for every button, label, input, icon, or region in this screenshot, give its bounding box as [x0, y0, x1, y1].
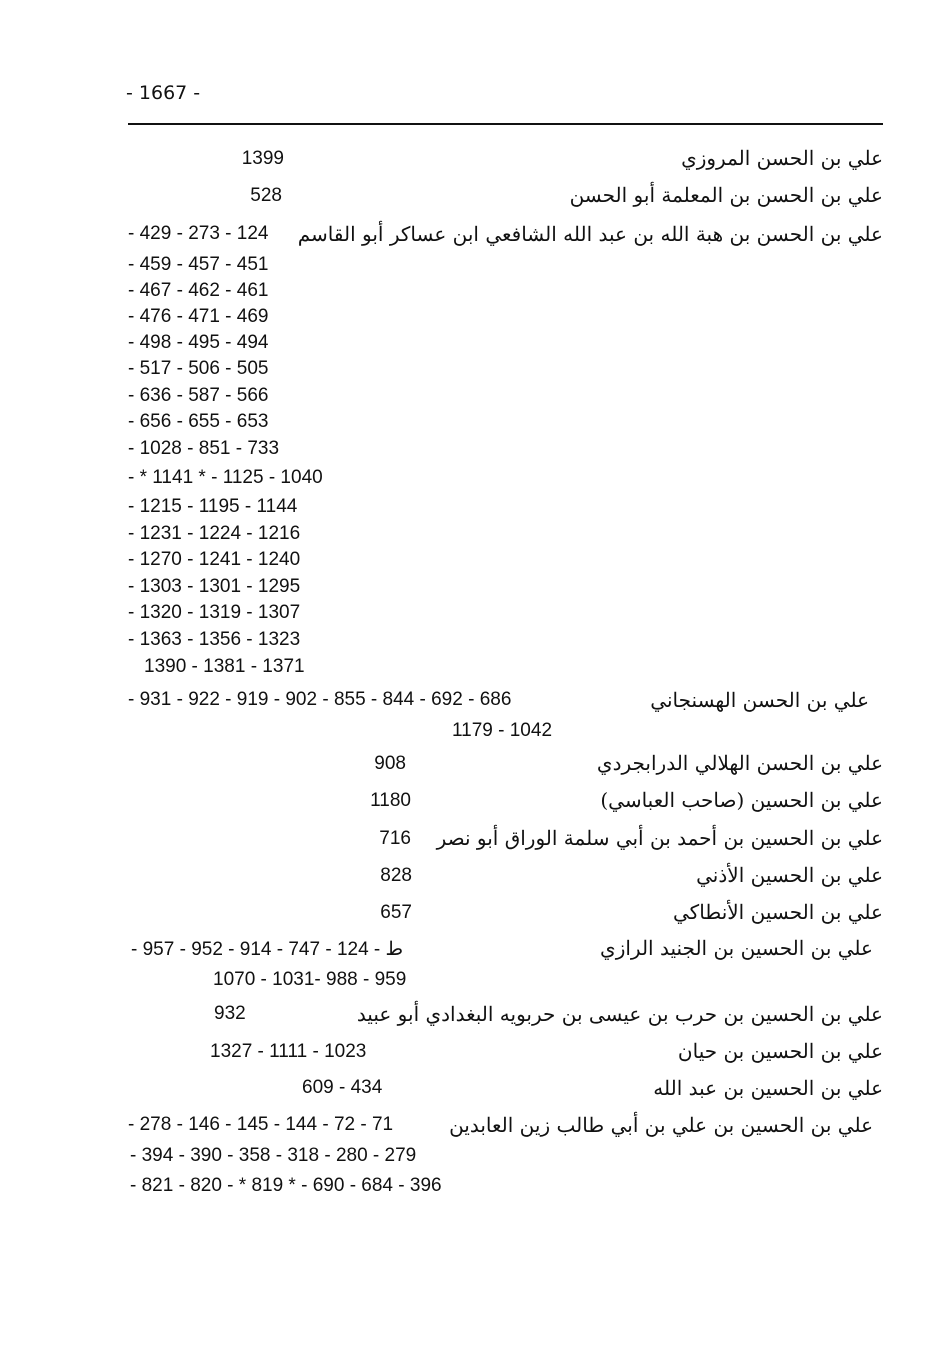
entry-name: علي بن الحسين بن الجنيد الرازي [600, 936, 873, 960]
entry-pages: 1390 - 1381 - 1371 [144, 656, 305, 677]
entry-pages: 609 - 434 [302, 1077, 383, 1098]
entry-pages: - 636 - 587 - 566 [128, 385, 269, 406]
header-rule [128, 123, 883, 125]
entry-pages: - 931 - 922 - 919 - 902 - 855 - 844 - 692 - 686 [128, 689, 512, 710]
entry-pages: - 656 - 655 - 653 [128, 411, 269, 432]
entry-name: علي بن الحسين بن حيان [677, 1039, 883, 1063]
entry-pages: 908 [374, 753, 406, 774]
entry-pages: 1327 - 1111 - 1023 [210, 1041, 367, 1062]
entry-pages: - 957 - 952 - 914 - 747 - 124 - ط [131, 939, 404, 960]
entry-pages: - 476 - 471 - 469 [128, 306, 269, 327]
entry-pages: 528 [250, 185, 282, 206]
entry-pages: 932 [214, 1003, 246, 1024]
entry-pages: - 278 - 146 - 145 - 144 - 72 - 71 [128, 1114, 394, 1135]
entry-pages: - 1028 - 851 - 733 [128, 438, 280, 459]
entry-name: علي بن الحسين (صاحب العباسي) [600, 788, 883, 812]
entry-pages: - 429 - 273 - 124 [128, 223, 269, 244]
entry-pages: 1399 [241, 148, 284, 169]
entry-name: علي بن الحسين الأنطاكي [673, 900, 883, 924]
entry-name: علي بن الحسين بن عبد الله [653, 1076, 883, 1100]
entry-pages: - 1363 - 1356 - 1323 [128, 629, 301, 650]
entry-pages: 1179 - 1042 [452, 720, 553, 741]
entry-pages: - 459 - 457 - 451 [128, 254, 269, 275]
entry-pages: - 1320 - 1319 - 1307 [128, 602, 301, 623]
entry-name: علي بن الحسين بن أحمد بن أبي سلمة الوراق أبو نصر [436, 826, 883, 850]
entry-name: علي بن الحسين بن علي بن أبي طالب زين العابدين [449, 1113, 873, 1137]
entry-pages: - 517 - 506 - 505 [128, 358, 269, 379]
entry-name: علي بن الحسين الأذني [696, 863, 883, 887]
entry-pages: - 821 - 820 - * 819 * - 690 - 684 - 396 [130, 1175, 442, 1196]
entry-name: علي بن الحسن الهلالي الدرابجردي [596, 751, 883, 775]
entry-pages: - 1231 - 1224 - 1216 [128, 523, 301, 544]
entry-pages: - 467 - 462 - 461 [128, 280, 269, 301]
entry-pages: - * 1141 * - 1125 - 1040 [128, 467, 323, 488]
entry-pages: - 498 - 495 - 494 [128, 332, 269, 353]
entry-name: علي بن الحسن الهسنجاني [650, 688, 869, 712]
entry-pages: 1070 - 1031- 988 - 959 [213, 969, 407, 990]
entry-pages: - 1215 - 1195 - 1144 [128, 496, 298, 517]
entry-pages: - 394 - 390 - 358 - 318 - 280 - 279 [130, 1145, 417, 1166]
entry-name: علي بن الحسن بن هبة الله بن عبد الله الشافعي ابن عساكر أبو القاسم [297, 222, 883, 246]
entry-name: علي بن الحسين بن حرب بن عيسى بن حربويه البغدادي أبو عبيد [356, 1002, 883, 1026]
entry-name: علي بن الحسن المروزي [681, 146, 883, 170]
entry-pages: 657 [380, 902, 412, 923]
entry-pages: - 1270 - 1241 - 1240 [128, 549, 301, 570]
page-number: - 1667 - [126, 82, 201, 104]
entry-pages: 1180 [370, 790, 411, 811]
entry-pages: 716 [379, 828, 411, 849]
entry-pages: - 1303 - 1301 - 1295 [128, 576, 301, 597]
entry-pages: 828 [380, 865, 412, 886]
entry-name: علي بن الحسن بن المعلمة أبو الحسن [569, 183, 883, 207]
